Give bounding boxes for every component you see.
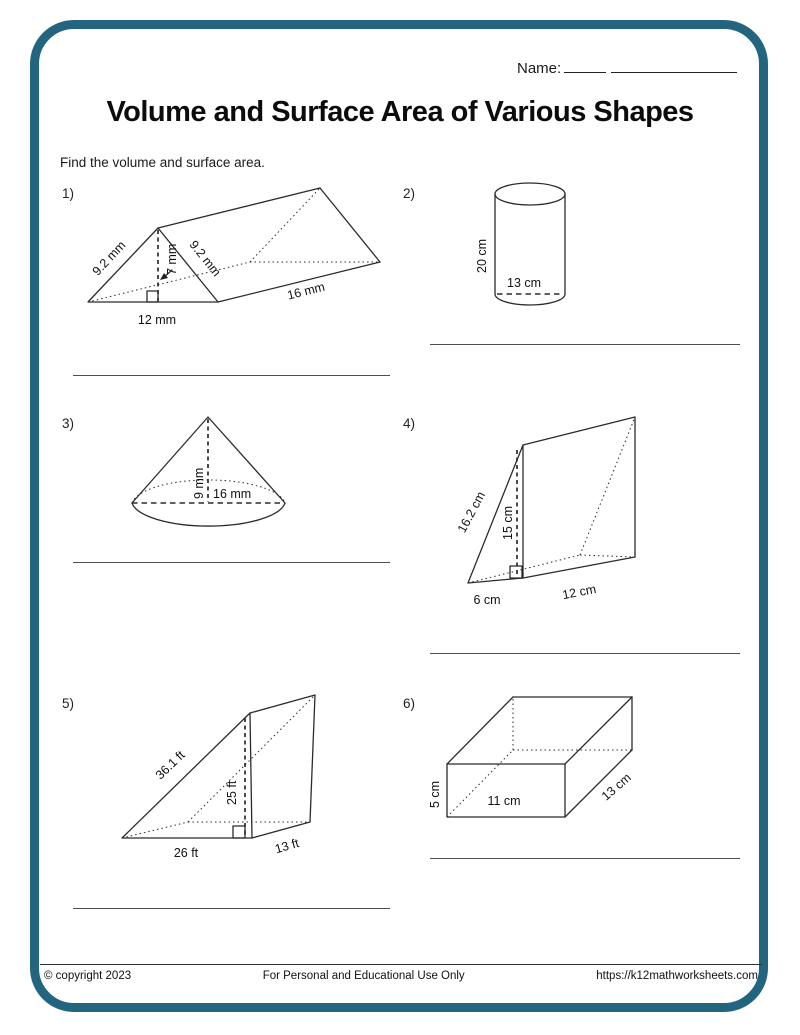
answer-line-6	[430, 858, 740, 859]
dimension-label-height: 25 ft	[225, 780, 239, 805]
footer-usage-note: For Personal and Educational Use Only	[262, 970, 465, 982]
problem-1-number: 1)	[62, 186, 75, 201]
footer-url: https://k12mathworksheets.com	[596, 970, 758, 982]
answer-line-4	[430, 653, 740, 654]
dimension-label-hypotenuse: 16.2 cm	[454, 489, 489, 536]
footer-divider	[40, 964, 762, 965]
name-blank-line	[564, 59, 606, 73]
footer	[44, 970, 758, 982]
problem-3-number: 3)	[62, 416, 75, 431]
figure-triangular-prism-1	[70, 182, 390, 337]
problem-4-number: 4)	[403, 416, 416, 431]
dimension-label-depth: 13 cm	[598, 770, 634, 804]
dimension-label-diameter: 13 cm	[507, 276, 542, 290]
problem-6-number: 6)	[403, 696, 416, 711]
answer-line-5	[73, 908, 390, 909]
figure-rectangular-prism-6	[418, 686, 738, 846]
dimension-label-diameter: 16 mm	[213, 487, 252, 501]
dimension-label-hypotenuse: 36.1 ft	[152, 748, 188, 783]
problem-2-number: 2)	[403, 186, 416, 201]
dimension-label-height: 15 cm	[501, 505, 515, 540]
footer-copyright: © copyright 2023	[44, 970, 132, 982]
instruction-text: Find the volume and surface area.	[60, 155, 265, 170]
dimension-label-height: 5 cm	[428, 780, 442, 808]
figure-cone-3	[105, 405, 345, 545]
answer-line-2	[430, 344, 740, 345]
dimension-label-side-left: 9.2 mm	[89, 238, 129, 279]
dimension-label-height: 7 mm	[165, 243, 179, 275]
dimension-label-width: 11 cm	[487, 794, 521, 808]
right-angle-mark	[147, 291, 158, 302]
dimension-label-base: 12 mm	[137, 313, 177, 327]
dimension-label-height: 20 cm	[475, 238, 489, 273]
dimension-label-side-right: 9.2 mm	[186, 237, 224, 280]
problem-5-number: 5)	[62, 696, 75, 711]
right-angle-mark	[233, 826, 245, 838]
answer-line-3	[73, 562, 390, 563]
figure-triangular-prism-4	[425, 412, 735, 612]
figure-triangular-prism-5	[85, 688, 395, 868]
dimension-label-base: 6 cm	[473, 593, 501, 607]
name-label: Name:	[517, 60, 562, 77]
page-title: Volume and Surface Area of Various Shapes	[106, 96, 694, 128]
dimension-label-depth: 12 cm	[561, 581, 598, 603]
dimension-label-height: 9 mm	[192, 467, 206, 499]
dimension-label-depth: 13 ft	[273, 836, 301, 857]
figure-cylinder-2	[455, 176, 625, 316]
answer-line-1	[73, 375, 390, 376]
name-blank-line	[611, 59, 737, 73]
name-field	[517, 59, 737, 77]
dimension-label-base: 26 ft	[173, 846, 199, 860]
dimension-label-depth: 16 mm	[285, 279, 327, 303]
